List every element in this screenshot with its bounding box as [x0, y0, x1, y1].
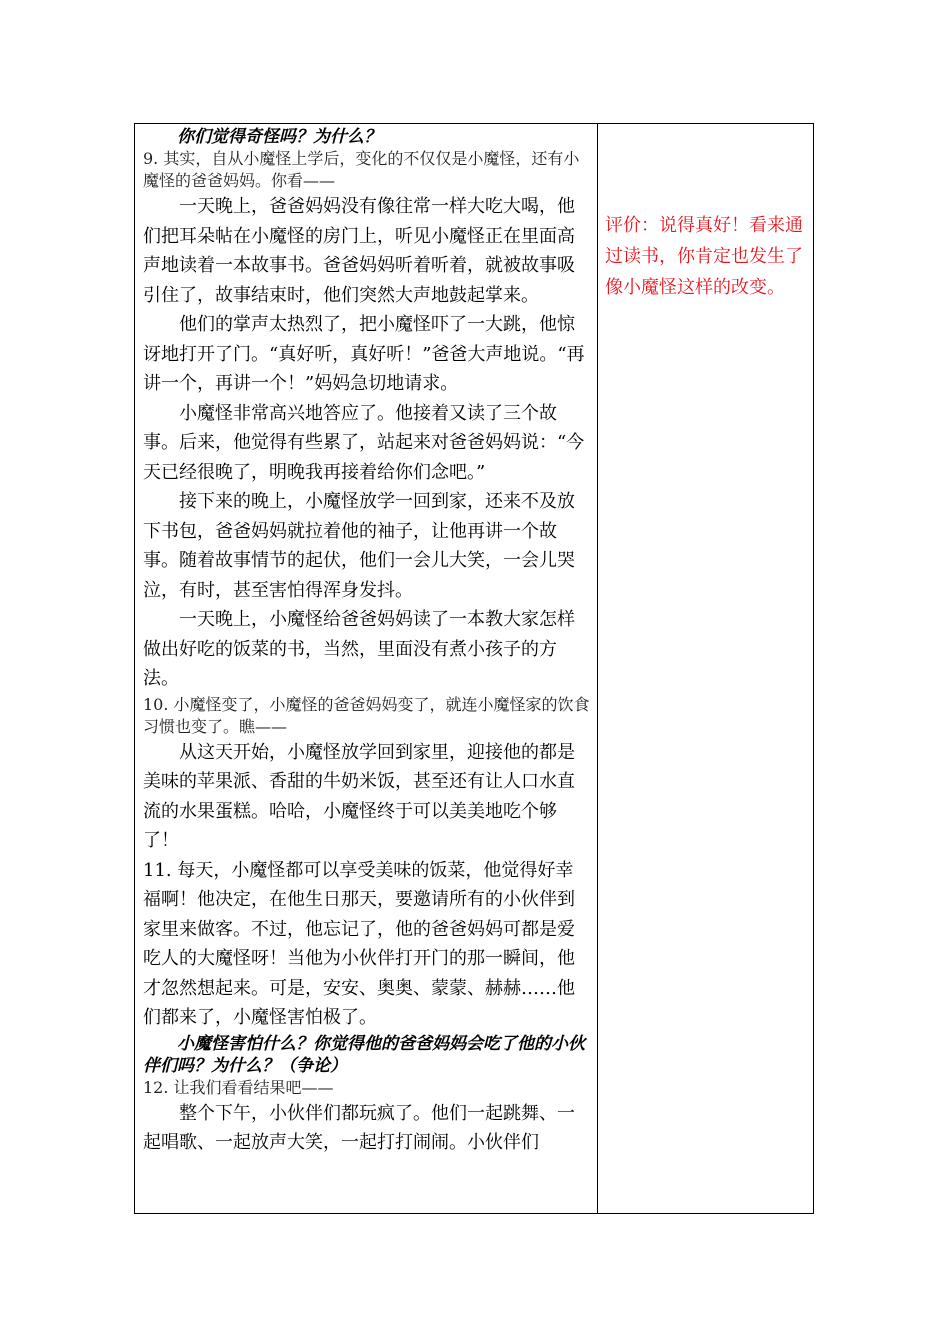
text-column — [143, 126, 591, 1158]
column-divider — [597, 124, 598, 1213]
story-paragraph-7: 整个下午，小伙伴们都玩疯了。他们一起跳舞、一起唱歌、一起放声大笑，一起打打闹闹。小伙伴们 — [143, 1102, 575, 1153]
story-paragraph-3: 小魔怪非常高兴地答应了。他接着又读了三个故事。后来，他觉得有些累了，站起来对爸爸妈妈说：“今天已经很晚了，明晚我再接着给你们念吧。” — [143, 402, 585, 483]
story-paragraph-2: 他们的掌声太热烈了，把小魔怪吓了一大跳，他惊讶地打开了门。“真好听，真好听！”爸爸大声地说。“再讲一个，再讲一个！”妈妈急切地请求。 — [143, 314, 585, 394]
comment-column — [605, 210, 805, 303]
story-paragraph-5: 一天晚上，小魔怪给爸爸妈妈读了一本教大家怎样做出好吃的饭菜的书，当然，里面没有煮小孩子的方法。 — [143, 609, 575, 689]
section-10: 10. 小魔怪变了，小魔怪的爸爸妈妈变了，就连小魔怪家的饮食习惯也变了。瞧—— — [143, 694, 590, 736]
section-12: 12. 让我们看看结果吧—— — [143, 1077, 334, 1097]
lesson-table — [134, 123, 814, 1214]
story-paragraph-1: 一天晚上，爸爸妈妈没有像往常一样大吃大喝，他们把耳朵帖在小魔怪的房门上，听见小魔怪正在里面高声地读着一本故事书。爸爸妈妈听着听着，就被故事吸引住了，故事结束时，他们突然大声地鼓起掌来。 — [143, 196, 575, 306]
section-11: 11. 每天，小魔怪都可以享受美味的饭菜，他觉得好幸福啊！他决定，在他生日那天，要邀请所有的小伙伴到家里来做客。不过，他忘记了，他的爸爸妈妈可都是爱吃人的大魔怪呀！当他为小伙伴打开门的那一瞬间，他才忽然想起来。可是，安安、奥奥、蒙蒙、赫赫……他们都来了，小魔怪害怕极了。 — [143, 859, 575, 1028]
question-2: 小魔怪害怕什么？你觉得他的爸爸妈妈会吃了他的小伙伴们吗？为什么？（争论） — [143, 1033, 585, 1076]
story-paragraph-4: 接下来的晚上，小魔怪放学一回到家，还来不及放下书包，爸爸妈妈就拉着他的袖子，让他再讲一个故事。随着故事情节的起伏，他们一会儿大笑，一会儿哭泣，有时，甚至害怕得浑身发抖。 — [143, 491, 575, 601]
story-paragraph-6: 从这天开始，小魔怪放学回到家里，迎接他的都是美味的苹果派、香甜的牛奶米饭，甚至还有让人口水直流的水果蛋糕。哈哈，小魔怪终于可以美美地吃个够了！ — [143, 741, 575, 851]
teacher-comment: 评价：说得真好！看来通过读书，你肯定也发生了像小魔怪这样的改变。 — [605, 215, 803, 298]
question-1: 你们觉得奇怪吗？为什么？ — [177, 127, 381, 147]
section-9: 9. 其实，自从小魔怪上学后，变化的不仅仅是小魔怪，还有小魔怪的爸爸妈妈。你看—— — [143, 149, 580, 190]
